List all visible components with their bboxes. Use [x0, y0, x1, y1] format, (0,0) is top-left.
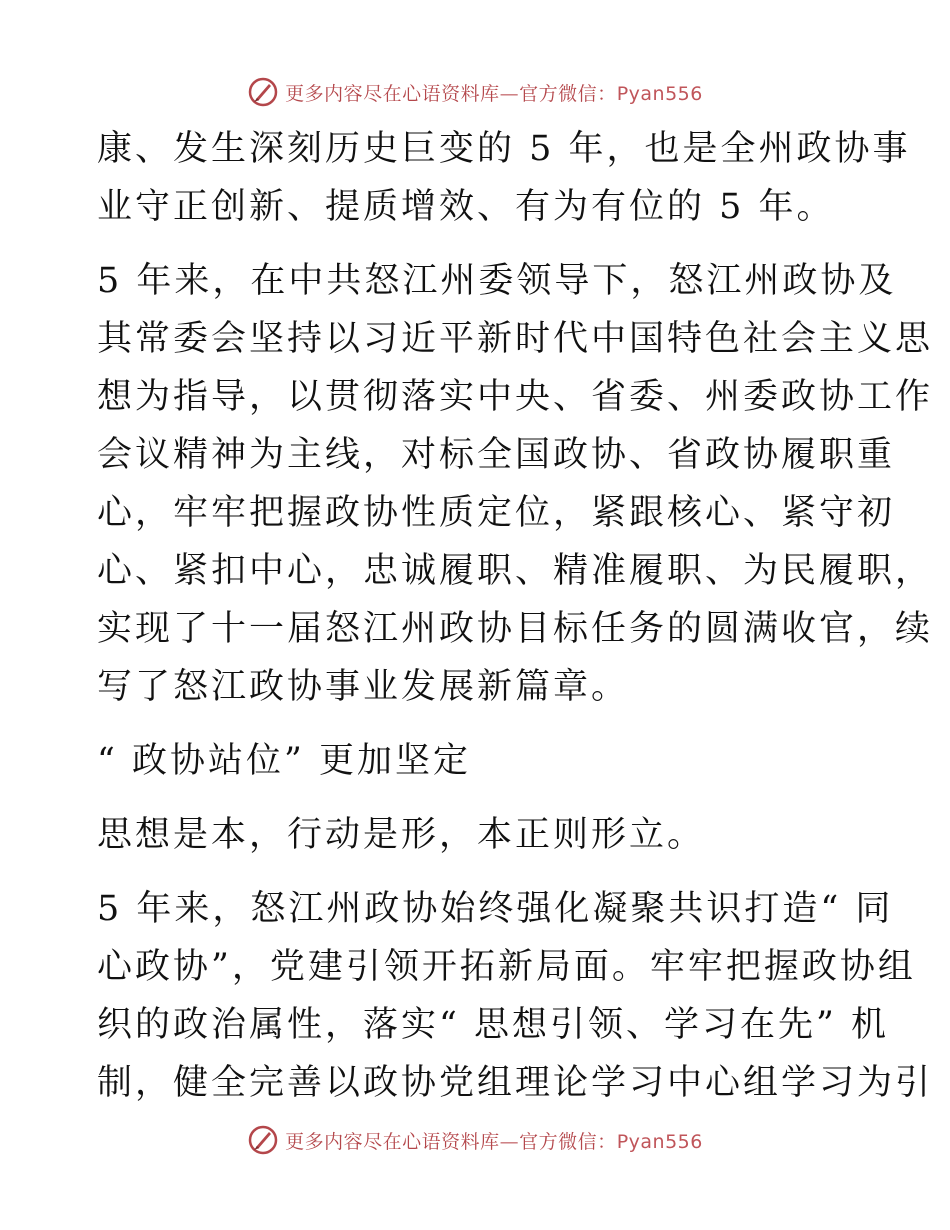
text-line: 制，健全完善以政协党组理论学习中心组学习为引: [97, 1063, 934, 1103]
watermark-separator: —: [499, 1130, 520, 1153]
text-line: 其常委会坚持以习近平新时代中国特色社会主义思: [97, 319, 934, 359]
paragraph-1: [97, 120, 911, 236]
quill-logo-icon: [247, 76, 279, 108]
text-line: 心政协”，党建引领开拓新局面。牢牢把握政协组: [97, 947, 916, 987]
document-body: [97, 120, 934, 1112]
paragraph-2: [97, 252, 934, 716]
watermark-brand: 更多内容尽在心语资料库: [285, 1130, 500, 1153]
text-line: 心、紧扣中心，忠诚履职、精准履职、为民履职，: [97, 551, 934, 591]
text-line: 实现了十一届怒江州政协目标任务的圆满收官，续: [97, 609, 934, 649]
text-line: 会议精神为主线，对标全国政协、省政协履职重: [97, 435, 896, 475]
watermark-brand: 更多内容尽在心语资料库: [285, 82, 500, 105]
paragraph-3: [97, 806, 857, 864]
text-line: 写了怒江政协事业发展新篇章。: [97, 667, 630, 707]
text-line: 心，牢牢把握政协性质定位，紧跟核心、紧守初: [97, 493, 896, 533]
watermark-separator: —: [499, 82, 520, 105]
section-heading: [97, 732, 857, 790]
watermark-wechat-id: Pyan556: [616, 1130, 703, 1153]
heading-line: “ 政协站位” 更加坚定: [97, 741, 472, 781]
text-line: 康、发生深刻历史巨变的 5 年，也是全州政协事: [97, 129, 911, 169]
text-line: 5 年来，在中共怒江州委领导下，怒江州政协及: [97, 261, 897, 301]
text-line: 业守正创新、提质增效、有为有位的 5 年。: [97, 187, 835, 227]
watermark-wechat-label: 官方微信：: [519, 1130, 617, 1153]
paragraph-4: [97, 880, 934, 1112]
text-line: 5 年来，怒江州政协始终强化凝聚共识打造“ 同: [97, 889, 894, 929]
footer-watermark: [0, 1120, 950, 1160]
text-line: 想为指导，以贯彻落实中央、省委、州委政协工作: [97, 377, 934, 417]
watermark-wechat-id: Pyan556: [616, 82, 703, 105]
watermark-wechat-label: 官方微信：: [519, 82, 617, 105]
quill-logo-icon: [247, 1124, 279, 1156]
header-watermark: [0, 72, 950, 112]
text-line: 织的政治属性，落实“ 思想引领、学习在先” 机: [97, 1005, 890, 1045]
text-line: 思想是本，行动是形，本正则形立。: [97, 815, 706, 855]
